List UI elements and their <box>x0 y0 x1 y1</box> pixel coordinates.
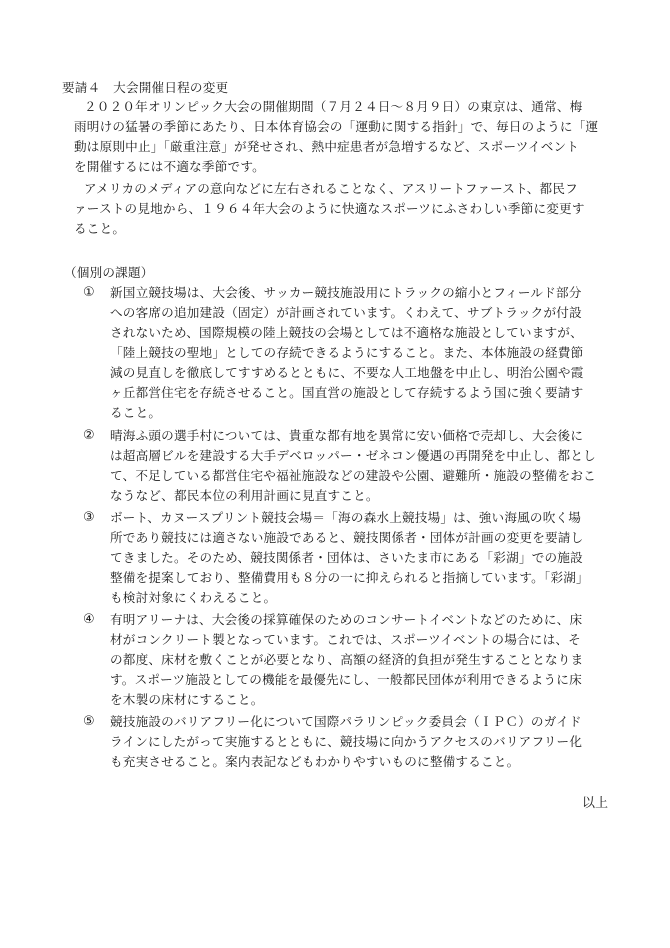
item-line: 減の見直しを徹底してすすめるとともに、不要な人工地盤を中止し、明治公園や霞 <box>110 365 584 380</box>
item-line: 整備を提案しており、整備費用も８分の一に抑えられると指摘しています。「彩湖」 <box>110 570 589 585</box>
item-line: 新国立競技場は、大会後、サッカー競技施設用にトラックの縮小とフィールド部分 <box>110 285 582 300</box>
item-number: ⑤ <box>83 714 95 729</box>
item-line: 材がコンクリート製となっています。これでは、スポーツイベントの場合には、そ <box>110 632 581 647</box>
item-line: て、不足している都営住宅や福祉施設などの建設や公園、避難所・施設の整備をおこ <box>110 468 596 483</box>
item-number: ② <box>83 428 95 443</box>
item-line: 「陸上競技の聖地」としての存続できるようにすること。また、本体施設の経費節 <box>110 345 584 360</box>
closing-mark: 以上 <box>582 796 609 811</box>
item-line: の都度、床材を敷くことが必要となり、高額の経済的負担が発生することとなりま <box>110 652 584 667</box>
item-line: ヶ丘都営住宅を存続させること。国直営の施設として存続するよう国に強く要請す <box>110 385 584 400</box>
intro-line: ２０２０年オリンピック大会の開催期間（７月２４日～８月９日）の東京は、通常、梅 <box>84 99 583 114</box>
item-line: 晴海ふ頭の選手村については、貴重な都有地を異常に安い価格で売却し、大会後に <box>110 428 584 443</box>
item-line: されないため、国際規模の陸上競技の会場としては不適格な施設としていますが、 <box>110 325 583 340</box>
intro-line: を開催するには不適な季節です。 <box>74 159 265 174</box>
intro-line: 動は原則中止」「厳重注意」が発せされ、熱中症患者が急増するなど、スポーツイベント <box>74 139 580 154</box>
item-line: す。スポーツ施設としての機能を最優先にし、一般都民団体が利用できるように床 <box>110 672 582 687</box>
item-line: も充実させること。案内表記などもわかりやすいものに整備すること。 <box>110 754 520 769</box>
item-line: 所であり競技には適さない施設であると、競技関係者・団体が計画の変更を要請し <box>110 530 584 545</box>
item-line: も検討対象にくわえること。 <box>110 590 277 605</box>
section-label: （個別の課題） <box>64 265 154 280</box>
item-line: 競技施設のバリアフリー化について国際パラリンピック委員会（ＩＰＣ）のガイド <box>110 714 582 729</box>
item-line: を木製の床材にすること。 <box>110 692 264 707</box>
item-line: への客席の追加建設（固定）が計画されています。くわえて、サブトラックが付設 <box>110 305 582 320</box>
item-line: ラインにしたがって実施するとともに、競技場に向かうアクセスのバリアフリー化 <box>110 734 583 749</box>
intro-line: 雨明けの猛暑の季節にあたり、日本体育協会の「運動に関する指針」で、毎日のように「運 <box>74 119 599 134</box>
request-line: ること。 <box>74 221 126 236</box>
item-line: ボート、カヌースプリント競技会場＝「海の森水上競技場」は、強い海風の吹く場 <box>110 510 582 525</box>
request-line: アメリカのメディアの意向などに左右されることなく、アスリートファースト、都民フ <box>84 181 578 196</box>
item-number: ④ <box>83 612 95 627</box>
item-number: ① <box>83 285 95 300</box>
item-line: てきました。そのため、競技関係者・団体は、さいたま市にある「彩湖」での施設 <box>110 550 583 565</box>
item-line: は超高層ビルを建設する大手デベロッパー・ゼネコン優遇の再開発を中止し、都とし <box>110 448 596 463</box>
item-line: ること。 <box>110 405 162 420</box>
item-line: 有明アリーナは、大会後の採算確保のためのコンサートイベントなどのために、床 <box>110 612 583 627</box>
item-line: なうなど、都民本位の利用計画に見直すこと。 <box>110 488 379 503</box>
heading: 要請４ 大会開催日程の変更 <box>62 80 229 95</box>
item-number: ③ <box>83 510 95 525</box>
request-line: ァーストの見地から、１９６４年大会のように快適なスポーツにふさわしい季節に変更す <box>74 201 585 216</box>
